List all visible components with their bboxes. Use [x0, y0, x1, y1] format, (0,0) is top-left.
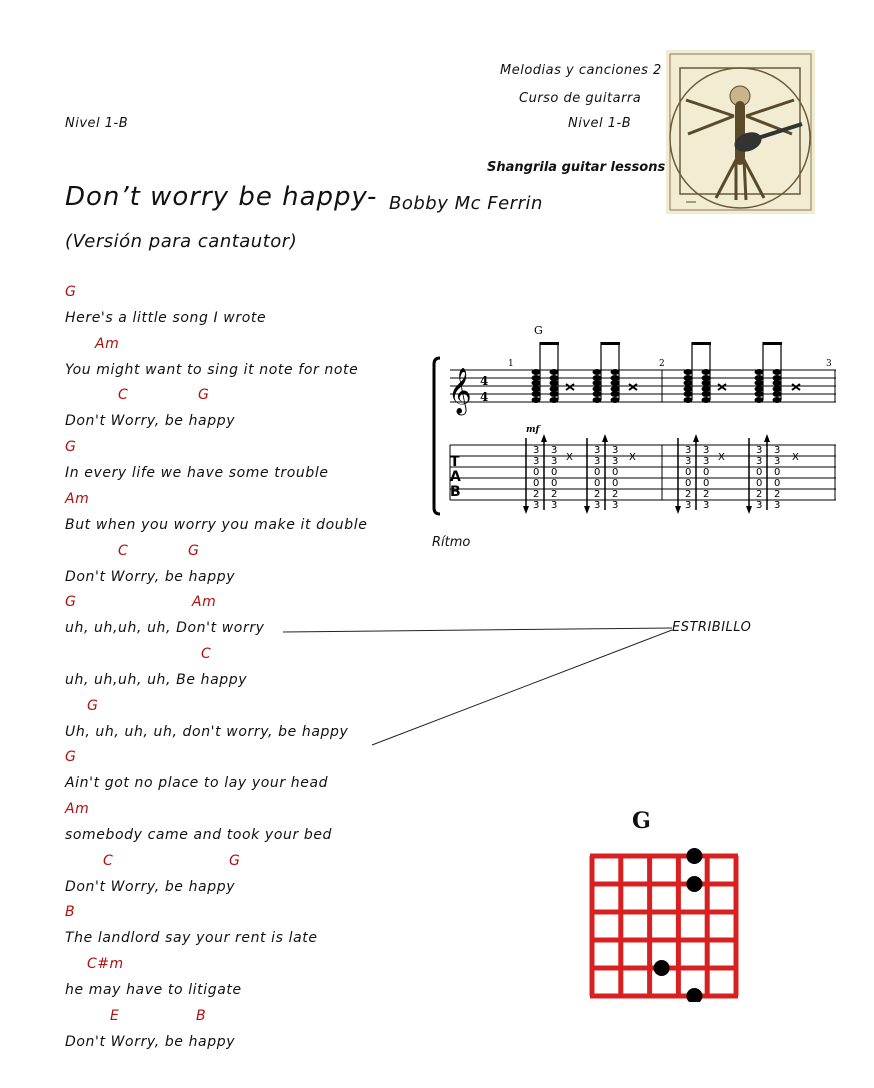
tab-fret-number: 3 [594, 445, 601, 456]
chord-label: G [229, 852, 241, 869]
tab-fret-number: 0 [594, 478, 601, 489]
lyric-line: In every life we have some trouble [65, 465, 329, 482]
tab-fret-number: 3 [756, 456, 763, 467]
lyric-line: somebody came and took your bed [65, 827, 333, 843]
chord-label: Am [192, 594, 217, 611]
tab-fret-number: 2 [703, 489, 710, 500]
chord-label: C [118, 387, 129, 404]
tab-fret-number: 0 [774, 478, 781, 489]
tab-fret-number: 2 [551, 489, 558, 500]
tab-fret-number: 3 [774, 445, 781, 456]
chord-label: Am [65, 801, 90, 817]
finger-dot [654, 960, 670, 976]
lyric-line: Don't Worry, be happy [65, 878, 236, 895]
tab-fret-number: 3 [551, 500, 558, 511]
lyric-line: Uh, uh, uh, uh, don't worry, be happy [65, 723, 349, 740]
tab-mute-x: X [629, 452, 636, 463]
bar-number-2: 2 [659, 359, 665, 369]
tab-fret-number: 2 [685, 489, 692, 500]
tab-fret-number: 0 [774, 467, 781, 478]
time-signature-top: 4 [480, 374, 489, 388]
bar-number-3: 3 [826, 359, 832, 369]
level-right: Nivel 1-B [568, 116, 632, 131]
tab-fret-number: 0 [703, 478, 710, 489]
chord-diagram-name: G [632, 808, 651, 834]
lyric-line: he may have to litigate [65, 982, 242, 999]
chord-label: G [87, 697, 99, 714]
finger-dot [686, 876, 702, 892]
tab-fret-number: 2 [612, 489, 619, 500]
tab-fret-number: 3 [533, 500, 540, 511]
course-subtitle: Curso de guitarra [519, 91, 642, 106]
tab-fret-number: 3 [703, 445, 710, 456]
lyric-line: uh, uh,uh, uh, Be happy [65, 671, 248, 688]
tab-fret-number: 3 [774, 500, 781, 511]
tab-fret-number: 0 [612, 467, 619, 478]
tab-clef-a: A [450, 469, 461, 485]
tab-fret-number: 0 [551, 478, 558, 489]
dynamic-marking: mf [526, 425, 540, 435]
tab-fret-number: 0 [551, 467, 558, 478]
tab-mute-x: X [792, 452, 799, 463]
tab-fret-number: 0 [612, 478, 619, 489]
tab-clef-b: B [450, 484, 461, 500]
chord-label: Am [95, 335, 120, 352]
tab-fret-number: 0 [685, 467, 692, 478]
chord-label: G [198, 387, 210, 404]
tab-fret-number: 3 [703, 500, 710, 511]
tab-fret-number: 3 [685, 445, 692, 456]
tab-fret-number: 3 [551, 456, 558, 467]
chord-label: Am [65, 490, 90, 507]
chord-label: C#m [87, 956, 124, 973]
tab-fret-number: 3 [612, 500, 619, 511]
rhythm-caption: Rítmo [432, 535, 471, 550]
tab-fret-number: 3 [594, 456, 601, 467]
time-signature-bottom: 4 [480, 390, 489, 404]
treble-clef-icon: 𝄞 [448, 368, 472, 414]
tab-fret-number: 0 [533, 478, 540, 489]
tab-fret-number: 0 [685, 478, 692, 489]
lyric-line: Ain't got no place to lay your head [65, 775, 329, 792]
chord-label: G [65, 749, 77, 766]
tab-fret-number: 2 [756, 489, 763, 500]
tab-fret-number: 0 [756, 467, 763, 478]
brand-name: Shangrila guitar lessons [487, 160, 666, 175]
tab-fret-number: 2 [774, 489, 781, 500]
bar-number-1: 1 [508, 359, 514, 369]
tab-clef-t: T [450, 454, 460, 470]
chord-label: G [188, 542, 200, 559]
chord-label: C [103, 852, 114, 869]
estribillo-label: ESTRIBILLO [672, 620, 752, 635]
finger-dot [686, 988, 702, 1002]
tab-fret-number: 3 [756, 445, 763, 456]
chord-label: B [65, 904, 76, 921]
tab-fret-number: 3 [533, 445, 540, 456]
lyric-line: Don't Worry, be happy [65, 1033, 236, 1050]
lyric-line: You might want to sing it note for note [65, 361, 359, 378]
finger-dot [686, 848, 702, 864]
tab-fret-number: 0 [703, 467, 710, 478]
tab-fret-number: 2 [594, 489, 601, 500]
song-title: Don’t worry be happy- [65, 182, 378, 212]
tab-fret-number: 3 [551, 445, 558, 456]
chord-label: G [65, 284, 77, 300]
tab-mute-x: X [718, 452, 725, 463]
lyric-line: But when you worry you make it double [65, 516, 368, 533]
chord-label: E [110, 1007, 120, 1024]
lyric-line: The landlord say your rent is late [65, 930, 318, 947]
chord-label: B [196, 1007, 207, 1024]
course-title: Melodias y canciones 2 [500, 63, 662, 78]
tab-fret-number: 0 [594, 467, 601, 478]
song-version: (Versión para cantautor) [65, 231, 298, 252]
tab-fret-number: 3 [703, 456, 710, 467]
lyric-line: Don't Worry, be happy [65, 413, 236, 430]
tab-fret-number: 3 [685, 456, 692, 467]
song-author: Bobby Mc Ferrin [389, 193, 543, 214]
tab-fret-number: 3 [533, 456, 540, 467]
g-chord-diagram [586, 842, 742, 1002]
tab-fret-number: 2 [533, 489, 540, 500]
tab-fret-number: 0 [533, 467, 540, 478]
lyric-line: uh, uh,uh, uh, Don't worry [65, 620, 265, 637]
lyric-line: Here's a little song I wrote [65, 310, 267, 326]
tab-fret-number: 3 [756, 500, 763, 511]
tab-fret-number: 3 [612, 445, 619, 456]
tab-mute-x: X [566, 452, 573, 463]
tab-fret-number: 3 [774, 456, 781, 467]
lyric-line: Don't Worry, be happy [65, 568, 236, 585]
tab-fret-number: 3 [685, 500, 692, 511]
chord-label: C [118, 542, 129, 559]
chord-label: G [65, 439, 77, 456]
tab-fret-number: 3 [594, 500, 601, 511]
notation-chord-label: G [534, 324, 543, 337]
level-left: Nivel 1-B [65, 116, 129, 131]
chord-label: C [201, 645, 212, 662]
chord-label: G [65, 594, 77, 611]
tab-fret-number: 3 [612, 456, 619, 467]
tab-fret-number: 0 [756, 478, 763, 489]
